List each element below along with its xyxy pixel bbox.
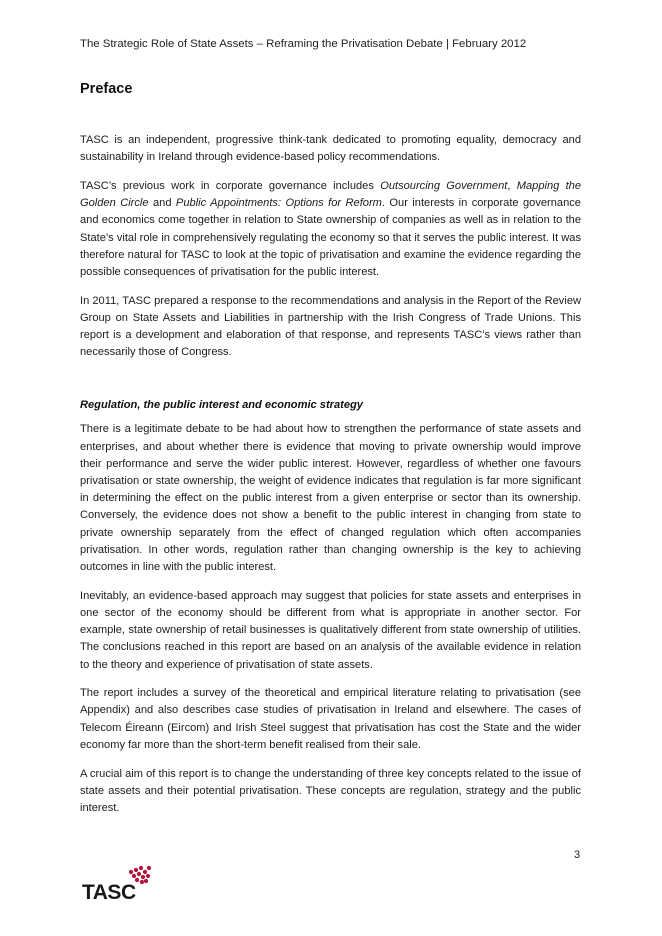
page-number: 3 — [574, 849, 581, 861]
italic-title-outsourcing: Outsourcing Government — [380, 179, 508, 192]
section-paragraph-1: There is a legitimate debate to be had about how to strengthen the performance of state assets and enterprises, and about whether there is evidence that moving to private ownership would improve their performance and serve the wider public interest. However, regardless of whether one favours privatisation or state ownership, the weight of evidence indicates that regulation is far more significant in determining the effect on the public interest from a given enterprise or sector than its ownership. Conversely, the evidence does not show a benefit to the public interest in changing from state to private ownership separately from the effect of changed regulation which often accompanies privatisation. In other words, regulation rather than changing ownership is the key to achieving outcomes in line with the public interest. — [80, 423, 581, 574]
italic-title-golden-circle: Mapping the Golden Circle — [80, 179, 582, 210]
tasc-logo — [82, 858, 154, 902]
text-run: , — [507, 179, 517, 192]
text-run: and — [148, 197, 176, 210]
body-text — [80, 132, 581, 829]
text-run: TASC’s previous work in corporate governance includes — [80, 179, 381, 192]
logo-wordmark: TASC — [82, 881, 136, 902]
preface-paragraph-3: In 2011, TASC prepared a response to the recommendations and analysis in the Report of the Review Group on State Assets and Liabilities in partnership with the Irish Congress of Trade Unions. This report is a development and elaboration of that response, and represents TASC’s views rather than necessarily those of Congress. — [80, 294, 581, 359]
section-paragraph-2: Inevitably, an evidence-based approach may suggest that policies for state assets and enterprises in one sector of the economy should be different from what is appropriate in another sector. For example, state ownership of retail businesses is qualitatively different from state ownership of utilities. The conclusions reached in this report are based on an analysis of the available evidence in relation to the theory and experience of privatisation of state assets. — [80, 589, 581, 671]
section-paragraph-3: The report includes a survey of the theoretical and empirical literature relating to privatisation (see Appendix) and also describes case studies of privatisation in Ireland and elsewhere. The cases of Telecom Éireann (Eircom) and Irish Steel suggest that privatisation has cost the State and the wider economy far more than the short-term benefit realised from their sale. — [80, 687, 581, 751]
text-run: . Our interests in corporate governance and economics come together in relation to State ownership of companies as well as in relation to the State’s vital role in comprehensively regulating the economy so that it serves the public interest. It was therefore natural for TASC to look at the topic of privatisation and examine the evidence regarding the possible consequences of privatisation for the public interest. — [80, 197, 581, 278]
running-header: The Strategic Role of State Assets – Reframing the Privatisation Debate | February 2012 — [80, 38, 527, 50]
section-heading: Regulation, the public interest and economic strategy — [80, 399, 363, 412]
preface-paragraph-1: TASC is an independent, progressive think-tank dedicated to promoting equality, democracy and sustainability in Ireland through evidence-based policy recommendations. — [80, 134, 581, 164]
section-paragraph-4: A crucial aim of this report is to change the understanding of three key concepts related to the issue of state assets and their potential privatisation. These concepts are regulation, strategy and the public interest. — [80, 767, 581, 814]
italic-title-public-appointments: Public Appointments: Options for Reform — [175, 197, 382, 210]
page-title: Preface — [80, 81, 133, 97]
preface-paragraph-2 — [80, 178, 581, 281]
